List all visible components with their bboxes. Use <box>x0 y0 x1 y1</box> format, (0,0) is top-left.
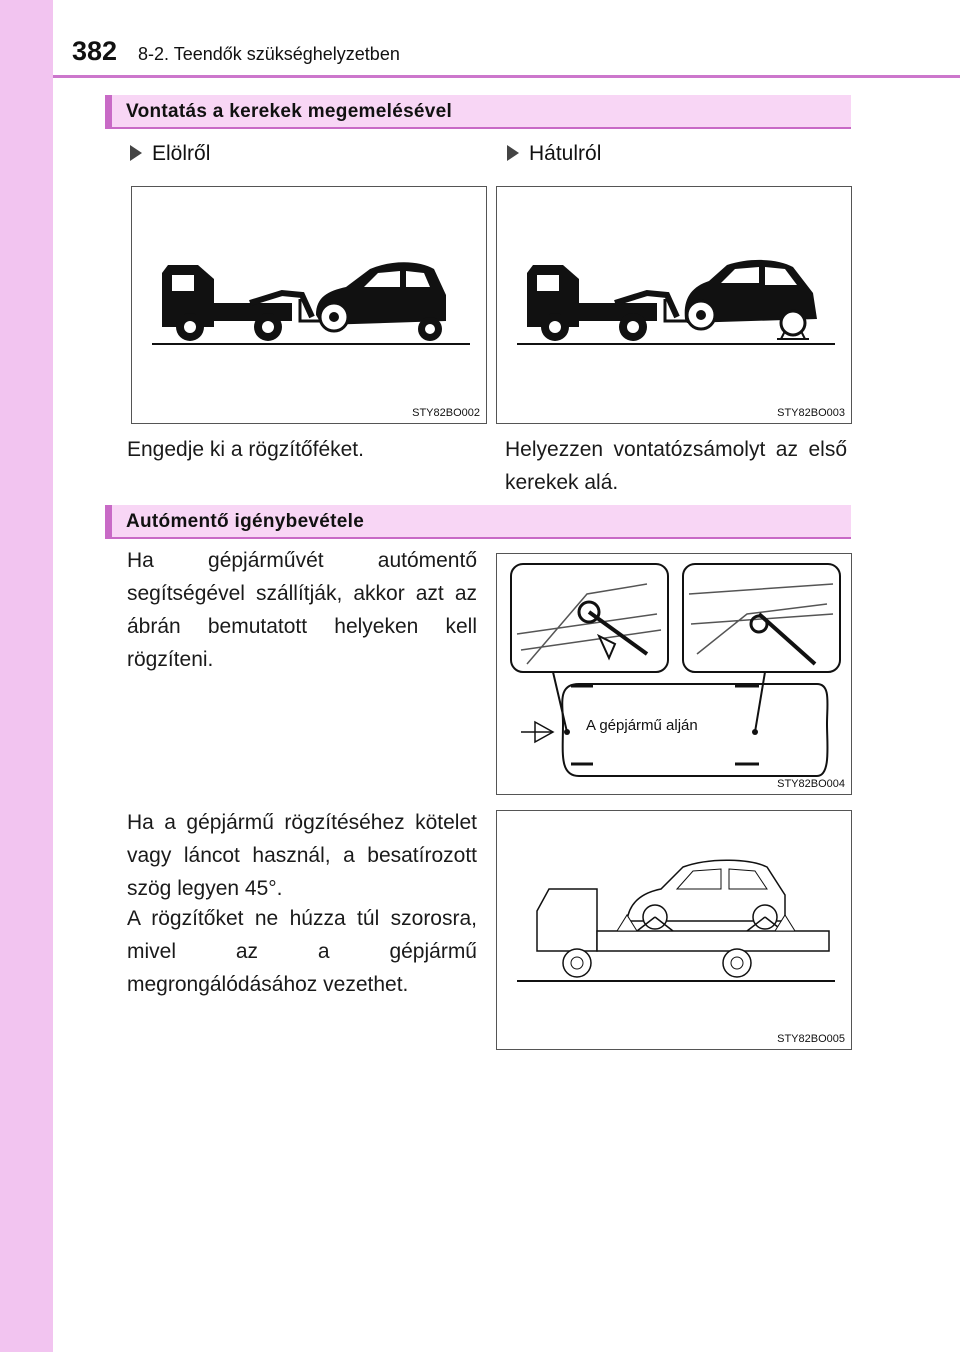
figure-tow-front <box>131 186 487 424</box>
figure-code: STY82BO005 <box>777 1033 845 1045</box>
figure-tow-rear <box>496 186 852 424</box>
figure-tie-down-points <box>496 553 852 795</box>
tow-truck-rear-illustration <box>497 187 853 425</box>
figure-code: STY82BO003 <box>777 407 845 419</box>
section-heading-text: Vontatás a kerekek megemelésével <box>126 101 453 122</box>
figure-code: STY82BO004 <box>777 778 845 790</box>
subheading-rear-label: Hátulról <box>529 142 602 165</box>
subheading-front <box>130 142 210 166</box>
header-rule <box>53 75 960 78</box>
figure-flatbed-transport <box>496 810 852 1050</box>
tie-down-illustration <box>497 554 853 796</box>
triangle-bullet-icon <box>507 145 519 161</box>
paragraph-rope-angle: Ha a gépjármű rögzítéséhez kötelet vagy láncot használ, a besatírozott szög legyen 45°. <box>127 811 477 900</box>
figure-code: STY82BO002 <box>412 407 480 419</box>
subheading-front-label: Elölről <box>152 142 211 165</box>
triangle-bullet-icon <box>130 145 142 161</box>
caption-release-brake: Engedje ki a rögzítőféket. <box>127 438 364 461</box>
figure-label-underbody: A gépjármű alján <box>586 717 698 734</box>
section-heading-text: Autómentő igénybevétele <box>126 511 365 532</box>
tow-truck-front-illustration <box>132 187 488 425</box>
page-number: 382 <box>72 36 118 66</box>
left-color-band <box>0 0 53 1352</box>
section-heading-wheel-lift <box>105 95 851 129</box>
paragraph-tow-truck-intro: Ha gépjárművét autómentő segítségével szállítják, akkor azt az ábrán bemutatott helyeken kell rögzíteni. <box>127 549 477 671</box>
caption-towing-dolly: Helyezzen vontatózsámolyt az első kerekek alá. <box>505 438 847 494</box>
chapter-title: 8-2. Teendők szükséghelyzetben <box>138 44 400 64</box>
subheading-rear <box>507 142 601 166</box>
flatbed-truck-illustration <box>497 811 853 1051</box>
paragraph-do-not-overtighten: A rögzítőket ne húzza túl szorosra, mivel az a gépjármű megrongálódásához vezethet. <box>127 907 477 996</box>
section-heading-tow-truck <box>105 505 851 539</box>
